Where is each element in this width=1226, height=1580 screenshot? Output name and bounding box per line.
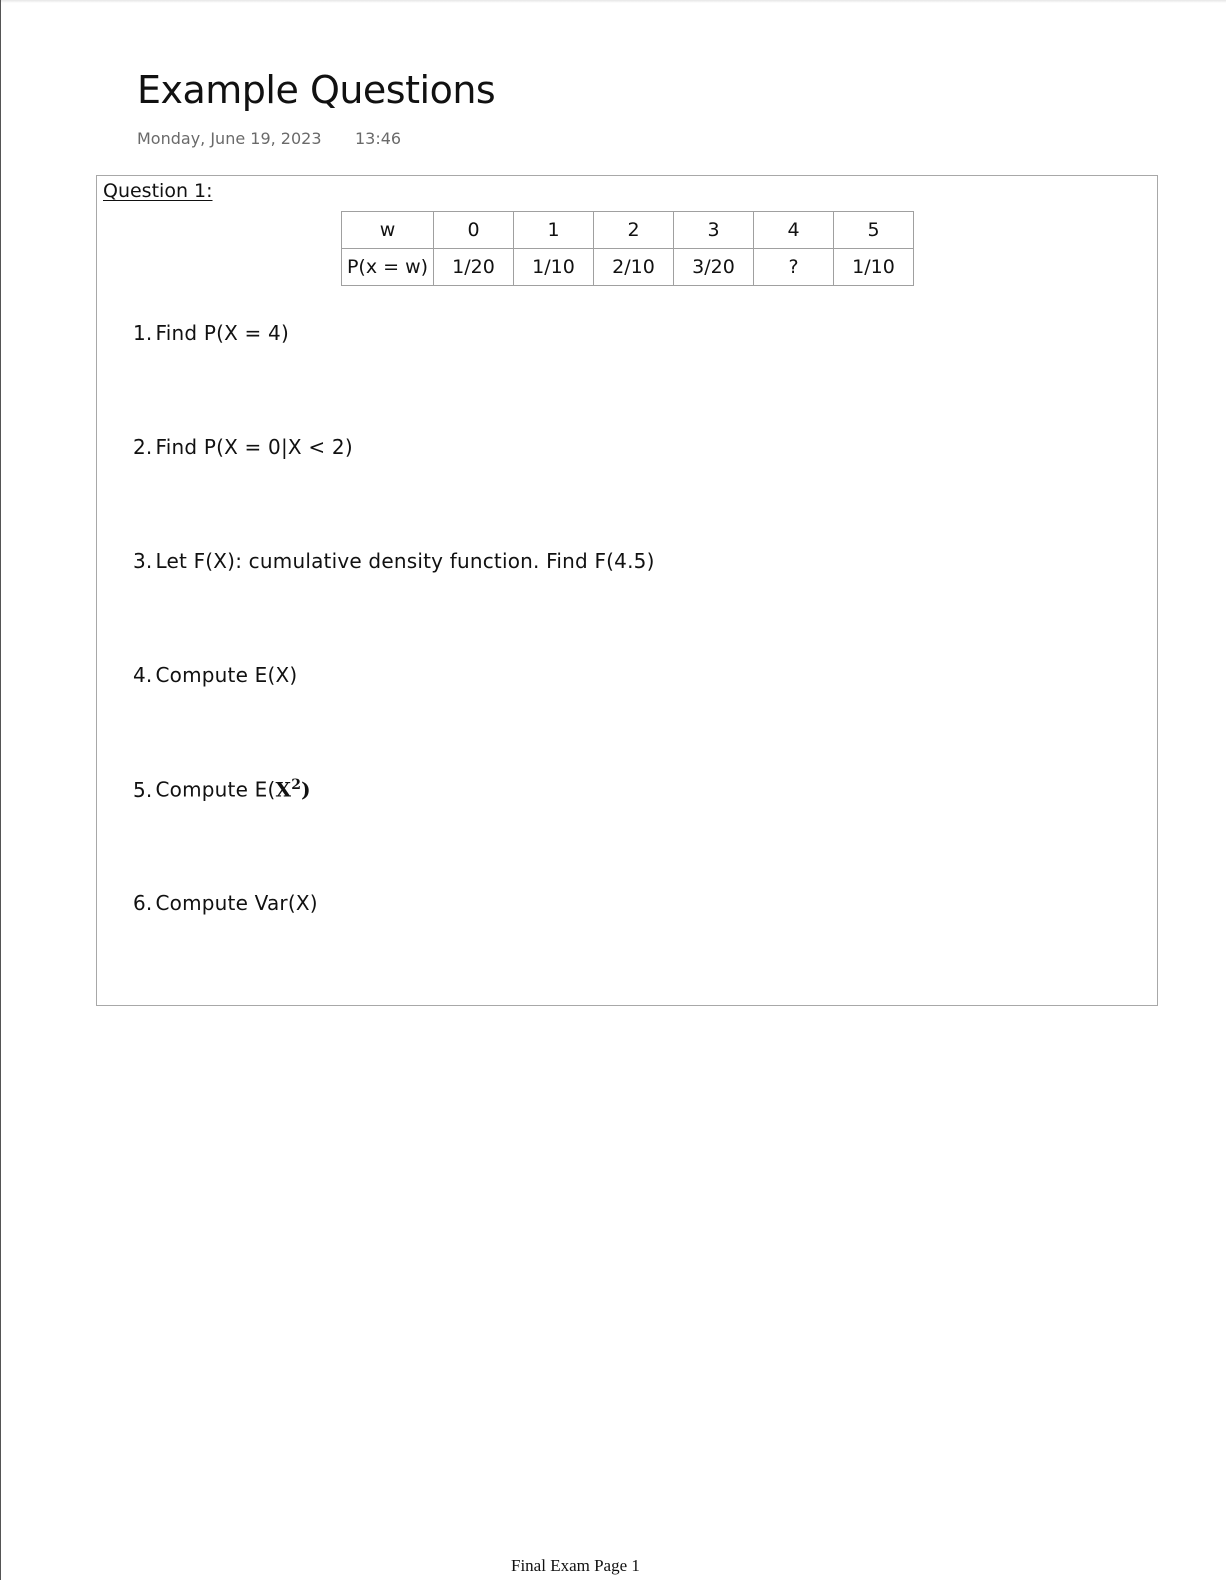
item-number: 5. [133, 777, 153, 802]
table-header-label: w [342, 212, 434, 249]
page-time: 13:46 [355, 129, 402, 148]
item-text: Compute E(X) [155, 663, 298, 687]
item-number: 1. [133, 321, 153, 345]
table-prob-label: P(x = w) [342, 249, 434, 286]
item-text-prefix: Compute E( [155, 777, 276, 802]
page-top-shadow [0, 0, 1226, 3]
item-text: Let F(X): cumulative density function. Find F(4.5) [155, 549, 655, 573]
table-cell-value: 1 [514, 212, 594, 249]
table-cell-probability: 3/20 [674, 249, 754, 286]
question-heading: Question 1: [103, 180, 213, 202]
item-number: 3. [133, 549, 153, 573]
question-item [133, 549, 655, 573]
item-text: Compute Var(X) [155, 891, 318, 915]
table-cell-probability: 1/20 [434, 249, 514, 286]
item-text-suffix: ) [301, 777, 311, 802]
item-number: 2. [133, 435, 153, 459]
page-date: Monday, June 19, 2023 [137, 129, 322, 148]
table-cell-value: 2 [594, 212, 674, 249]
table-cell-value: 4 [754, 212, 834, 249]
question-container[interactable] [96, 175, 1158, 1006]
math-variable: X [275, 777, 292, 802]
item-number: 6. [133, 891, 153, 915]
page-title: Example Questions [137, 68, 496, 112]
table-cell-probability: 2/10 [594, 249, 674, 286]
item-number: 4. [133, 663, 153, 687]
math-exponent: 2 [291, 777, 302, 793]
question-item [133, 891, 318, 915]
page-footer: Final Exam Page 1 [511, 1556, 640, 1575]
question-item [133, 663, 297, 687]
table-cell-probability: ? [754, 249, 834, 286]
item-text: Find P(X = 4) [155, 321, 289, 345]
table-cell-value: 5 [834, 212, 914, 249]
table-cell-value: 0 [434, 212, 514, 249]
question-item [133, 321, 289, 345]
table-cell-value: 3 [674, 212, 754, 249]
table-cell-probability: 1/10 [834, 249, 914, 286]
table-row-values [342, 212, 914, 249]
question-item [133, 435, 353, 459]
question-item [133, 777, 311, 802]
table-cell-probability: 1/10 [514, 249, 594, 286]
page-left-border [0, 0, 1, 1580]
item-text: Find P(X = 0|X < 2) [155, 435, 353, 459]
table-row-probabilities [342, 249, 914, 286]
probability-table [341, 211, 914, 286]
